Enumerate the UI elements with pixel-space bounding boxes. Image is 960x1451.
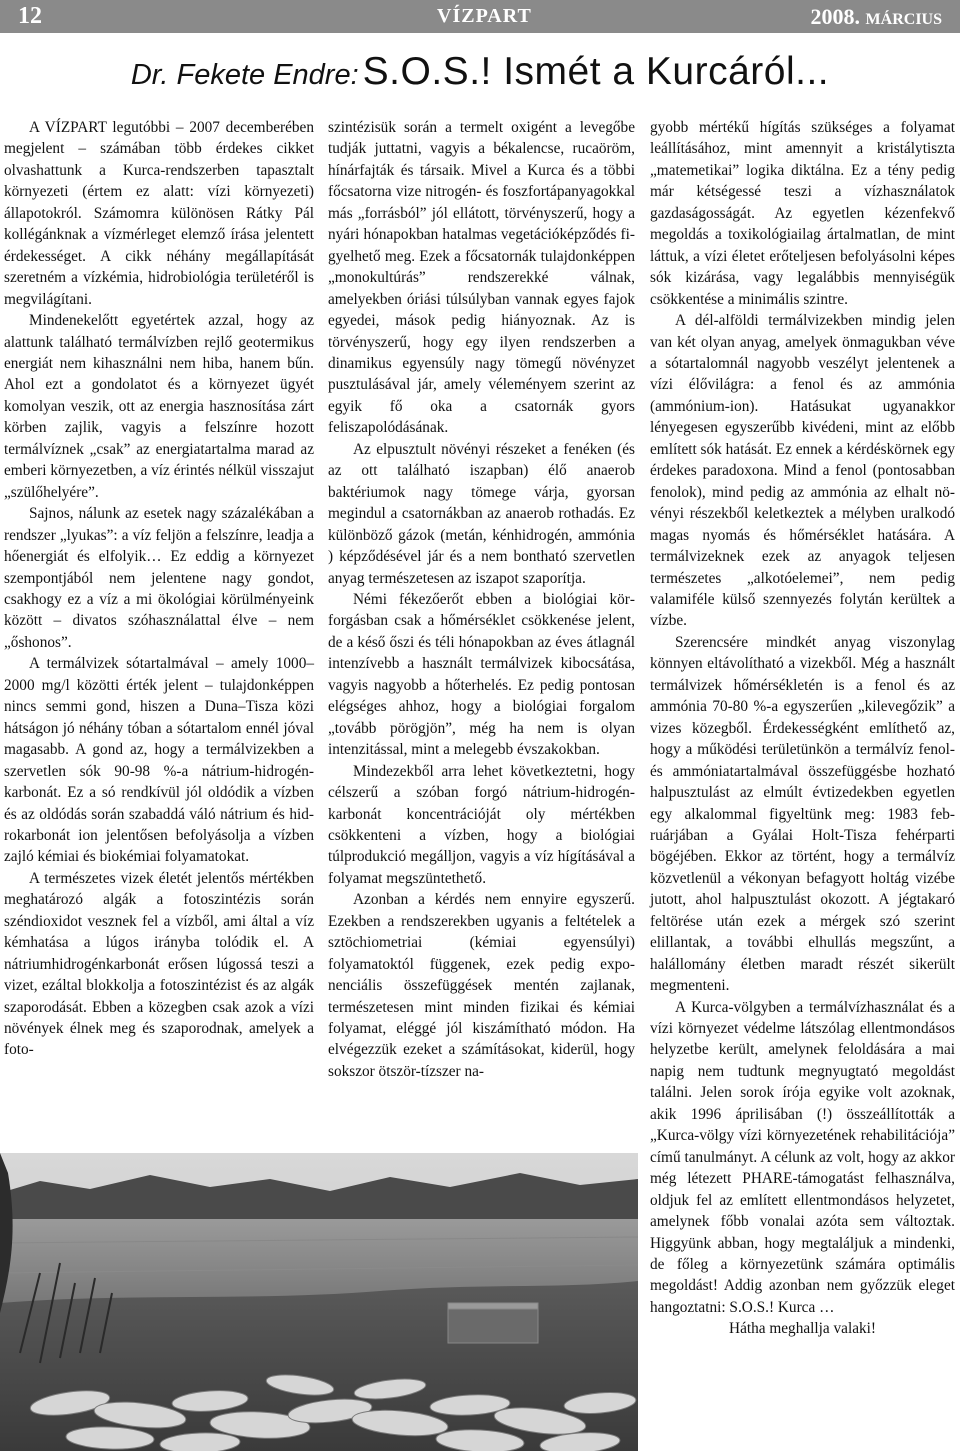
text-column-1: [4, 117, 314, 1157]
closing-line: Hátha meghallja valaki!: [729, 1320, 876, 1338]
paragraph: szintézisük során a termelt oxigént a levegőbe tudják juttatni, vagyis a békalencse, rucaöröm, hínárfajták és társaik. Mivel a Kurca és a többi főcsatorna vize nitrogén- és foszfortápanyagokkal más „forrásból” jól ellátott, törvényszerű, hogy a nyári hónapokban hatalmas vegetációképződés figyelhető meg. Ezek a főcsatornák tulajdonképpen „monokultúrás” rendszerekké válnak, amelyekben óriási túlsúlyban vannak egyes fajok egyedei, mások pedig hiányoznak. Az is törvényszerű, hogy egy ilyen rendszerben a dinamikus egyensúly nagy tömegű növényzet pusztulásával jár, amely véleményem szerint az egyik fő oka a csatornák gyors feliszapolódásának.: [328, 119, 635, 437]
paragraph: Sajnos, nálunk az esetek nagy százalékában a rendszer „lyukas”: a víz feljön a felszínre, leadja a hőenergiát és elfolyik… Ez eddig a környezet szempontjából nem jelentene nagy gondot, csakhogy ez a víz a mi ökológiai körülményeink között – divatos szóhasználattal élve – nem „őshonos”.: [4, 505, 314, 651]
paragraph: Mindezekből arra lehet következtetni, hogy célszerű a szóban forgó nátrium-hidrogén-karbonát koncentrációját oly mértékben csökkenteni a vízben, hogy a biológiai túlprodukció megálljon, vagyis a víz hígításával a folyamat megszüntethető.: [328, 762, 635, 887]
page-number: 12: [18, 3, 42, 29]
issue-year: 2008.: [810, 4, 861, 29]
paragraph: A termálvizek sótartalmával – amely 1000–2000 mg/l közötti érték jelent – tulajdonképpen nincs semmi gond, hiszen a Duna–Tisza közi hátságon jó néhány tóban a sótartalom ennél jóval magasabb. A gond az, hogy a termálvizekben a szervetlen sók 90-98 %-a nátrium-hidrogén-karbonát. Ez a só rendkívül jól oldódik a vízben és az oldódás során szabaddá váló nátrium és hidrokarbonát ion jelentősen befolyásolja a vízben zajló kémiai és biokémiai folyamatokat.: [4, 655, 314, 866]
text-column-2: [328, 117, 635, 1157]
article-heading: [0, 50, 960, 94]
paragraph: Mindenekelőtt egyetértek azzal, hogy az alattunk található termálvízben rejlő geotermikus energiát nem kihasználni nem hiba, hanem bűn. Ahol ezt a gondolatot és a környezet ügyét komolyan veszik, ott az energia hasznosítása zárt körben zajlik, vagyis a felszínre hozott termálvíznek „csak” az energiatartalma marad az emberi környezetben, a víz érintés nélkül visszajut „szülőhelyére”.: [4, 312, 314, 501]
paragraph: gyobb mértékű hígítás szükséges a folyamat leállításához, mint amennyit a kristálytiszta „matemetikai” logika diktálna. Ez a tény pedig már kétségessé teszi a vízhasználatok gazdaságosságát. Az egyetlen kézenfekvő megoldás a toxikológiailag ártalmatlan, de mint láttuk, a vízi életet erőteljesen befolyásolni képes sók kizárása, vagy legalábbis mennyiségük csökkentése a minimális szintre.: [650, 119, 955, 308]
dead-fish-photo: [0, 1153, 638, 1451]
paragraph: A dél-alföldi termálvizekben mindig jelen van két olyan anyag, amelyek önmagukban véve a sótartalomnál nagyobb veszélyt jelentenek a vízi élővilágra: a fenol és az ammónia (ammónium-ion). Hatásukat ugyanakkor lényegesen egyszerűbb kivédeni, mint az előbb említett sók hatását. Ez ennek a kérdéskörnek egy érdekes paradoxona. Mind a fenol (pontosabban fenolok), mind pedig az ammónia az elhalt növényi részekből keletkeztek a mélyben uralkodó magas nyomás és hőmérséklet hatására. A termálvizeknek ezek az anyagok teljesen természetes „alkotóelemei”, nem pedig valamiféle külső szennyezés folytán kerültek a vízbe.: [650, 312, 955, 630]
page-header-bar: [0, 0, 960, 33]
magazine-name: VÍZPART: [437, 5, 532, 27]
article-title: S.O.S.! Ismét a Kurcáról...: [362, 50, 830, 93]
paragraph: A Kurca-völgyben a termálvízhasználat és a vízi környezet védelme látszólag ellentmondásos helyzetbe került, amelynek feloldására a mai napig nem tudtunk megnyugtató megoldást találni. Jelen sorok írója egyike volt azoknak, akik 1996 áprilisában (!) összeállították a „Kurca-völgy vízi környezetének rehabilitációja” című tanulmányt. A célunk az volt, hogy az akkor még létezett PHARE-támogatást felhasználva, oldjuk fel az említett ellentmondásos helyzetet, amelynek főbb vonalai azóta sem változtak. Higgyünk abban, hogy megtaláljuk a mindenki, de főleg a környezetünk számára optimális megoldást! Addig azonban nem győzzük eleget hangoztatni: S.O.S.! Kurca …: [650, 998, 955, 1316]
paragraph: Azonban a kérdés nem ennyire egyszerű. Ezekben a rendszerekben ugyanis a feltételek a sztöchiometriai (kémiai egyensúlyi) folyamatoktól függenek, ezek pedig exponenciális összefüggések mentén zajlanak, természetesen mint minden fizikai és kémiai folyamat, eléggé jól kiszámítható módon. Ha elvégezzük ezeket a számításokat, kiderül, hogy sokszor ötször-tízszer na-: [328, 891, 635, 1080]
text-column-3: [650, 117, 955, 1447]
paragraph: Az elpusztult növényi részeket a fenéken (és az ott található iszapban) élő anaerob baktériumok nagy tömege várja, gyorsan megindul a csatornákban az anaerob rothadás. Ez különböző gázok (metán, kénhidrogén, ammónia ) képződésével jár és a nem bontható szervetlen anyag természetesen az iszapot szaporítja.: [328, 440, 635, 587]
paragraph: A VÍZPART legutóbbi – 2007 decemberében megjelent – számában több érdekes cikket olvashattunk a Kurca-rendszerben tapasztalt környezeti (értem ez alatt: vízi környezeti) állapotokról. Számomra különösen Rátky Pál kollégánknak a vízmérleget elemző írása jelentett érdekességet. A cikk néhány megállapítását szeretném a vízkémia, hidrobiológia területéről is megvilágítani.: [4, 119, 314, 308]
paragraph: Némi fékezőerőt ebben a biológiai körforgásban csak a hőmérséklet csökkenése jelent, de a késő őszi és téli hónapokban az éves átlagnál intenzívebb a használt termálvizek kibocsátása, vagyis nagyobb a hőterhelés. Ez pedig pontosan elégséges ahhoz, hogy a biológiai forgalom „tovább pörögjön”, még ha nem is olyan intenzitással, mint a melegebb évszakokban.: [328, 590, 635, 759]
paragraph: A természetes vizek életét jelentős mértékben meghatározó algák a fotoszintézis során széndioxidot vesznek fel a vízből, ami által a víz kémhatása a lúgos irányba tolódik el. A nátriumhidrogénkarbonát erősen lúgossá teszi a vizet, ezáltal blokkolja a fotoszintézist és az algák szaporodását. Ebben a közegben csak azok a vízi növények élnek meg és szaporodnak, amelyek a foto-: [4, 869, 314, 1059]
paragraph: Szerencsére mindkét anyag viszonylag könnyen eltávolítható a vizekből. Még a használt termálvizek hőmérsékletén is a fenol és az ammónia 70-80 %-a egyszerűen „kilevegőzik” a vizes közegből. Érdekességként említhető az, hogy a működési területünkön a termálvíz fenol- és ammóniatartalmával összefüggésbe hozható halpusztulást az elmúlt évtizedekben egyetlen egy alkalommal figyeltünk meg: 1983 februárjában a Gyálai Holt-Tisza fehérparti bögéjében. Ekkor az történt, hogy a termálvíz közvetlenül a vékonyan befagyott holtág vizébe jutott, ahol halpusztulást okozott. A jégtakaró feltörése után ezek a mérgek szó szerint elillantak, a további elhullás megszűnt, a halállomány életben maradt részét sikerült megmenteni.: [650, 633, 955, 995]
issue-date: [811, 4, 942, 30]
issue-month: MÁRCIUS: [865, 11, 942, 28]
article-author: Dr. Fekete Endre:: [130, 59, 359, 91]
